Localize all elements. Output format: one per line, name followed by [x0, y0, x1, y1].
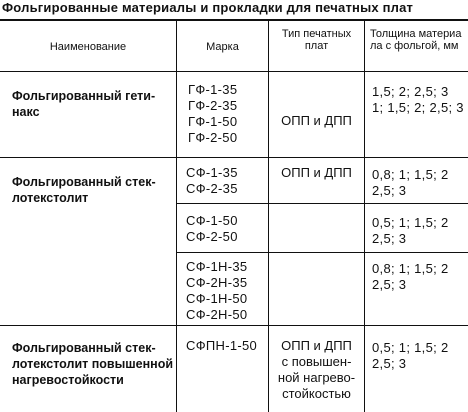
group1-bottom-rule [176, 203, 468, 204]
row2-group1-thickness-line2: 2,5; 3 [372, 183, 407, 198]
row3-type-line4: стойкостью [282, 386, 351, 401]
row2-group3-mark-2: СФ-2Н-35 [186, 275, 248, 290]
row2-group1-mark-2: СФ-2-35 [186, 181, 238, 196]
col-divider-type [364, 20, 365, 412]
row2-type: ОПП и ДПП [281, 165, 352, 180]
row2-group2-thickness-line1: 0,5; 1; 1,5; 2 [372, 215, 449, 230]
row3-name-line1: Фольгированный стек- [12, 341, 156, 355]
row3-thickness-line2: 2,5; 3 [372, 356, 407, 371]
row2-group2-mark-2: СФ-2-50 [186, 229, 238, 244]
row1-type: ОПП и ДПП [281, 113, 352, 128]
row2-group1-mark-1: СФ-1-35 [186, 165, 238, 180]
row1-name-line2: накс [12, 105, 40, 119]
row3-mark-1: СФПН-1-50 [186, 338, 258, 353]
header-thickness-line2: ла с фольгой, мм [370, 40, 459, 52]
row3-type-line1: ОПП и ДПП [281, 338, 352, 353]
table-top-rule [0, 19, 468, 21]
row2-group3-mark-3: СФ-1Н-50 [186, 291, 248, 306]
header-mark: Марка [206, 41, 239, 53]
row2-bottom-rule [0, 325, 468, 326]
row1-thickness-line2: 1; 1,5; 2; 2,5; 3 [372, 100, 464, 115]
row3-type-line3: ной нагрево- [277, 370, 356, 385]
row2-group3-mark-1: СФ-1Н-35 [186, 259, 248, 274]
row2-name-line2: лотекстолит [12, 191, 89, 205]
row1-thickness-line1: 1,5; 2; 2,5; 3 [372, 84, 449, 99]
header-thickness-line1: Толщина материа [370, 28, 462, 40]
header-type-line2: плат [304, 40, 329, 52]
row2-group2-mark-1: СФ-1-50 [186, 213, 238, 228]
header-type-line1: Тип печатных [281, 28, 352, 40]
row1-name-line1: Фольгированный гети- [12, 89, 156, 103]
row1-mark-2: ГФ-2-35 [188, 98, 238, 113]
row3-name-line3: нагревостойкости [12, 373, 124, 387]
header-bottom-rule [0, 71, 468, 72]
row1-mark-1: ГФ-1-35 [188, 82, 238, 97]
col-divider-name [176, 20, 177, 412]
row2-group3-thickness-line2: 2,5; 3 [372, 277, 407, 292]
header-name: Наименование [49, 41, 127, 53]
row3-name-line2: лотекстолит повышенной [12, 357, 174, 371]
row2-name-line1: Фольгированный стек- [12, 175, 156, 189]
row1-bottom-rule [0, 157, 468, 158]
group2-bottom-rule [176, 252, 468, 253]
page-title: Фольгированные материалы и прокладки для печатных плат [2, 0, 414, 15]
row2-group3-mark-4: СФ-2Н-50 [186, 307, 248, 322]
row3-type-line2: с повышен- [281, 354, 352, 369]
row2-group3-thickness-line1: 0,8; 1; 1,5; 2 [372, 261, 449, 276]
row3-thickness-line1: 0,5; 1; 1,5; 2 [372, 340, 449, 355]
row2-group1-thickness-line1: 0,8; 1; 1,5; 2 [372, 167, 449, 182]
row1-mark-4: ГФ-2-50 [188, 130, 238, 145]
row2-group2-thickness-line2: 2,5; 3 [372, 231, 407, 246]
row1-mark-3: ГФ-1-50 [188, 114, 238, 129]
